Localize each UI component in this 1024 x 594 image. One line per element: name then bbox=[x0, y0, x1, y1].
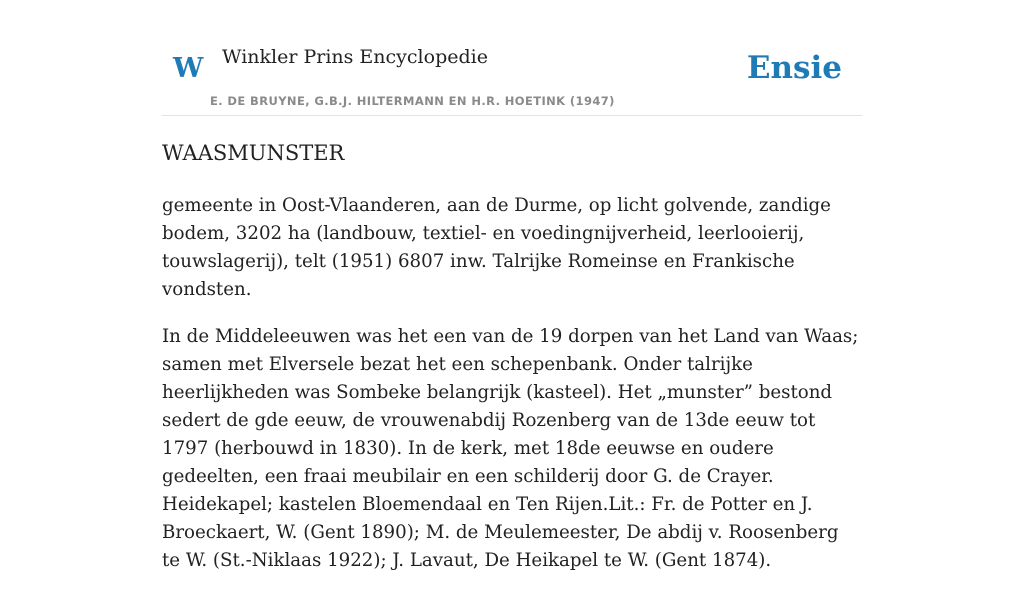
article-body bbox=[162, 192, 862, 594]
ensie-logo[interactable]: Ensie bbox=[746, 50, 842, 86]
article-paragraph: gemeente in Oost-Vlaanderen, aan de Durme, op licht golvende, zandige bodem, 3202 ha (landbouw, textiel- en voedingnijverheid, leerlooierij, touwslagerij), telt (1951) 6807 inw. Talrijke Romeinse en Frankische vondsten. bbox=[162, 195, 831, 300]
site-header bbox=[162, 36, 862, 116]
publication-title[interactable]: Winkler Prins Encyclopedie bbox=[222, 46, 488, 68]
winkler-prins-logo[interactable]: W bbox=[173, 53, 204, 84]
article-paragraph: In de Middeleeuwen was het een van de 19 dorpen van het Land van Waas; samen met Elversele bezat het een schepenbank. Onder talrijke heerlijkheden was Sombeke belangrijk (kasteel). Het „munster” bestond sedert de gde eeuw, de vrouwenabdij Rozenberg van de 13de eeuw tot 1797 (herbouwd in 1830). In de kerk, met 18de eeuwse en oudere gedeelten, een fraai meubilair en een schilderij door G. de Crayer. Heidekapel; kastelen Bloemendaal en Ten Rijen.Lit.: Fr. de Potter en J. Broeckaert, W. (Gent 1890); M. de Meulemeester, De abdij v. Roosenberg te W. (St.-Niklaas 1922); J. Lavaut, De Heikapel te W. (Gent 1874). bbox=[162, 326, 859, 571]
article-title: WAASMUNSTER bbox=[162, 141, 345, 165]
publication-authors: E. DE BRUYNE, G.B.J. HILTERMANN EN H.R. HOETINK (1947) bbox=[210, 94, 615, 108]
